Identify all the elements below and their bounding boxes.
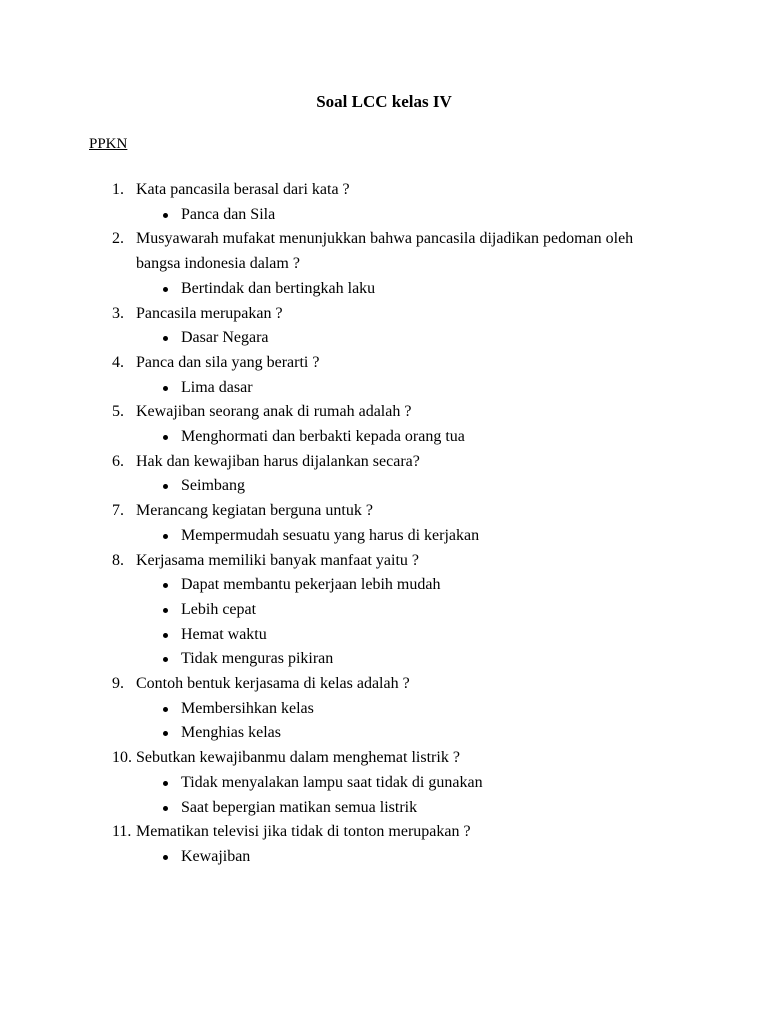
answer-text: Bertindak dan bertingkah laku <box>181 279 376 297</box>
question-text: Merancang kegiatan berguna untuk ? <box>136 502 373 520</box>
question-number: 10. <box>112 749 132 767</box>
question-number: 6. <box>112 452 124 470</box>
answer-item <box>0 721 768 746</box>
question-item <box>0 746 768 771</box>
answer-text: Dapat membantu pekerjaan lebih mudah <box>181 576 441 594</box>
answer-text: Menghormati dan berbakti kepada orang tua <box>181 428 465 446</box>
question-item <box>0 549 768 574</box>
question-number: 1. <box>112 181 124 198</box>
bullet-icon <box>163 484 168 489</box>
question-number: 9. <box>112 675 124 693</box>
question-text: Panca dan sila yang berarti ? <box>136 353 320 371</box>
answer-item <box>0 845 768 870</box>
answer-item <box>0 573 768 598</box>
question-item <box>0 351 768 376</box>
question-number: 3. <box>112 304 124 322</box>
question-text: Hak dan kewajiban harus dijalankan secara? <box>136 452 420 470</box>
bullet-icon <box>163 707 168 712</box>
bullet-icon <box>163 435 168 440</box>
answer-text: Seimbang <box>181 477 245 495</box>
answer-text: Lima dasar <box>181 378 253 396</box>
answer-item <box>0 524 768 549</box>
question-number: 7. <box>112 502 124 520</box>
answer-text: Kewajiban <box>181 847 251 865</box>
question-number: 2. <box>112 230 124 248</box>
question-number: 5. <box>112 403 124 421</box>
answer-item <box>0 474 768 499</box>
answer-item <box>0 771 768 796</box>
question-item <box>0 820 768 845</box>
answer-text: Panca dan Sila <box>181 205 276 223</box>
answer-text: Menghias kelas <box>181 724 281 742</box>
bullet-icon <box>163 806 168 811</box>
answer-item <box>0 203 768 228</box>
question-text: Kata pancasila berasal dari kata ? <box>136 181 350 198</box>
section-heading: PPKN <box>89 136 128 152</box>
answer-item <box>0 598 768 623</box>
document-title: Soal LCC kelas IV <box>316 92 452 111</box>
question-text: Kewajiban seorang anak di rumah adalah ? <box>136 403 412 421</box>
question-item <box>0 499 768 524</box>
bullet-icon <box>163 633 168 638</box>
answer-text: Membersihkan kelas <box>181 699 314 717</box>
question-text: Sebutkan kewajibanmu dalam menghemat listrik ? <box>136 749 460 767</box>
answer-item <box>0 277 768 302</box>
question-item <box>0 450 768 475</box>
answer-text: Tidak menyalakan lampu saat tidak di gunakan <box>181 773 483 791</box>
question-item <box>0 672 768 697</box>
bullet-icon <box>163 855 168 860</box>
question-text: Contoh bentuk kerjasama di kelas adalah ? <box>136 675 410 693</box>
answer-text: Tidak menguras pikiran <box>181 650 334 668</box>
answer-item <box>0 376 768 401</box>
bullet-icon <box>163 731 168 736</box>
answer-item <box>0 326 768 351</box>
bullet-icon <box>163 608 168 613</box>
bullet-icon <box>163 386 168 391</box>
answer-text: Lebih cepat <box>181 600 257 618</box>
answer-text: Saat bepergian matikan semua listrik <box>181 798 418 816</box>
answer-item <box>0 425 768 450</box>
question-text: Kerjasama memiliki banyak manfaat yaitu ? <box>136 551 419 569</box>
question-text: Pancasila merupakan ? <box>136 304 283 322</box>
question-number: 4. <box>112 353 124 371</box>
question-item <box>0 178 768 203</box>
answer-item <box>0 647 768 672</box>
bullet-icon <box>163 583 168 588</box>
answer-text: Dasar Negara <box>181 329 269 347</box>
answer-text: Mempermudah sesuatu yang harus di kerjakan <box>181 526 480 544</box>
question-text: Mematikan televisi jika tidak di tonton merupakan ? <box>136 823 471 841</box>
question-item <box>0 302 768 327</box>
question-number: 8. <box>112 551 124 569</box>
bullet-icon <box>163 657 168 662</box>
question-list <box>0 178 768 870</box>
answer-text: Hemat waktu <box>181 625 267 643</box>
answer-item <box>0 623 768 648</box>
bullet-icon <box>163 213 168 218</box>
question-text: Musyawarah mufakat menunjukkan bahwa pancasila dijadikan pedoman oleh bangsa indonesia dalam ? <box>136 230 634 273</box>
bullet-icon <box>163 781 168 786</box>
answer-item <box>0 697 768 722</box>
question-item <box>0 400 768 425</box>
bullet-icon <box>163 336 168 341</box>
bullet-icon <box>163 287 168 292</box>
answer-item <box>0 796 768 821</box>
question-number: 11. <box>112 823 132 841</box>
question-item <box>0 227 768 276</box>
bullet-icon <box>163 534 168 539</box>
